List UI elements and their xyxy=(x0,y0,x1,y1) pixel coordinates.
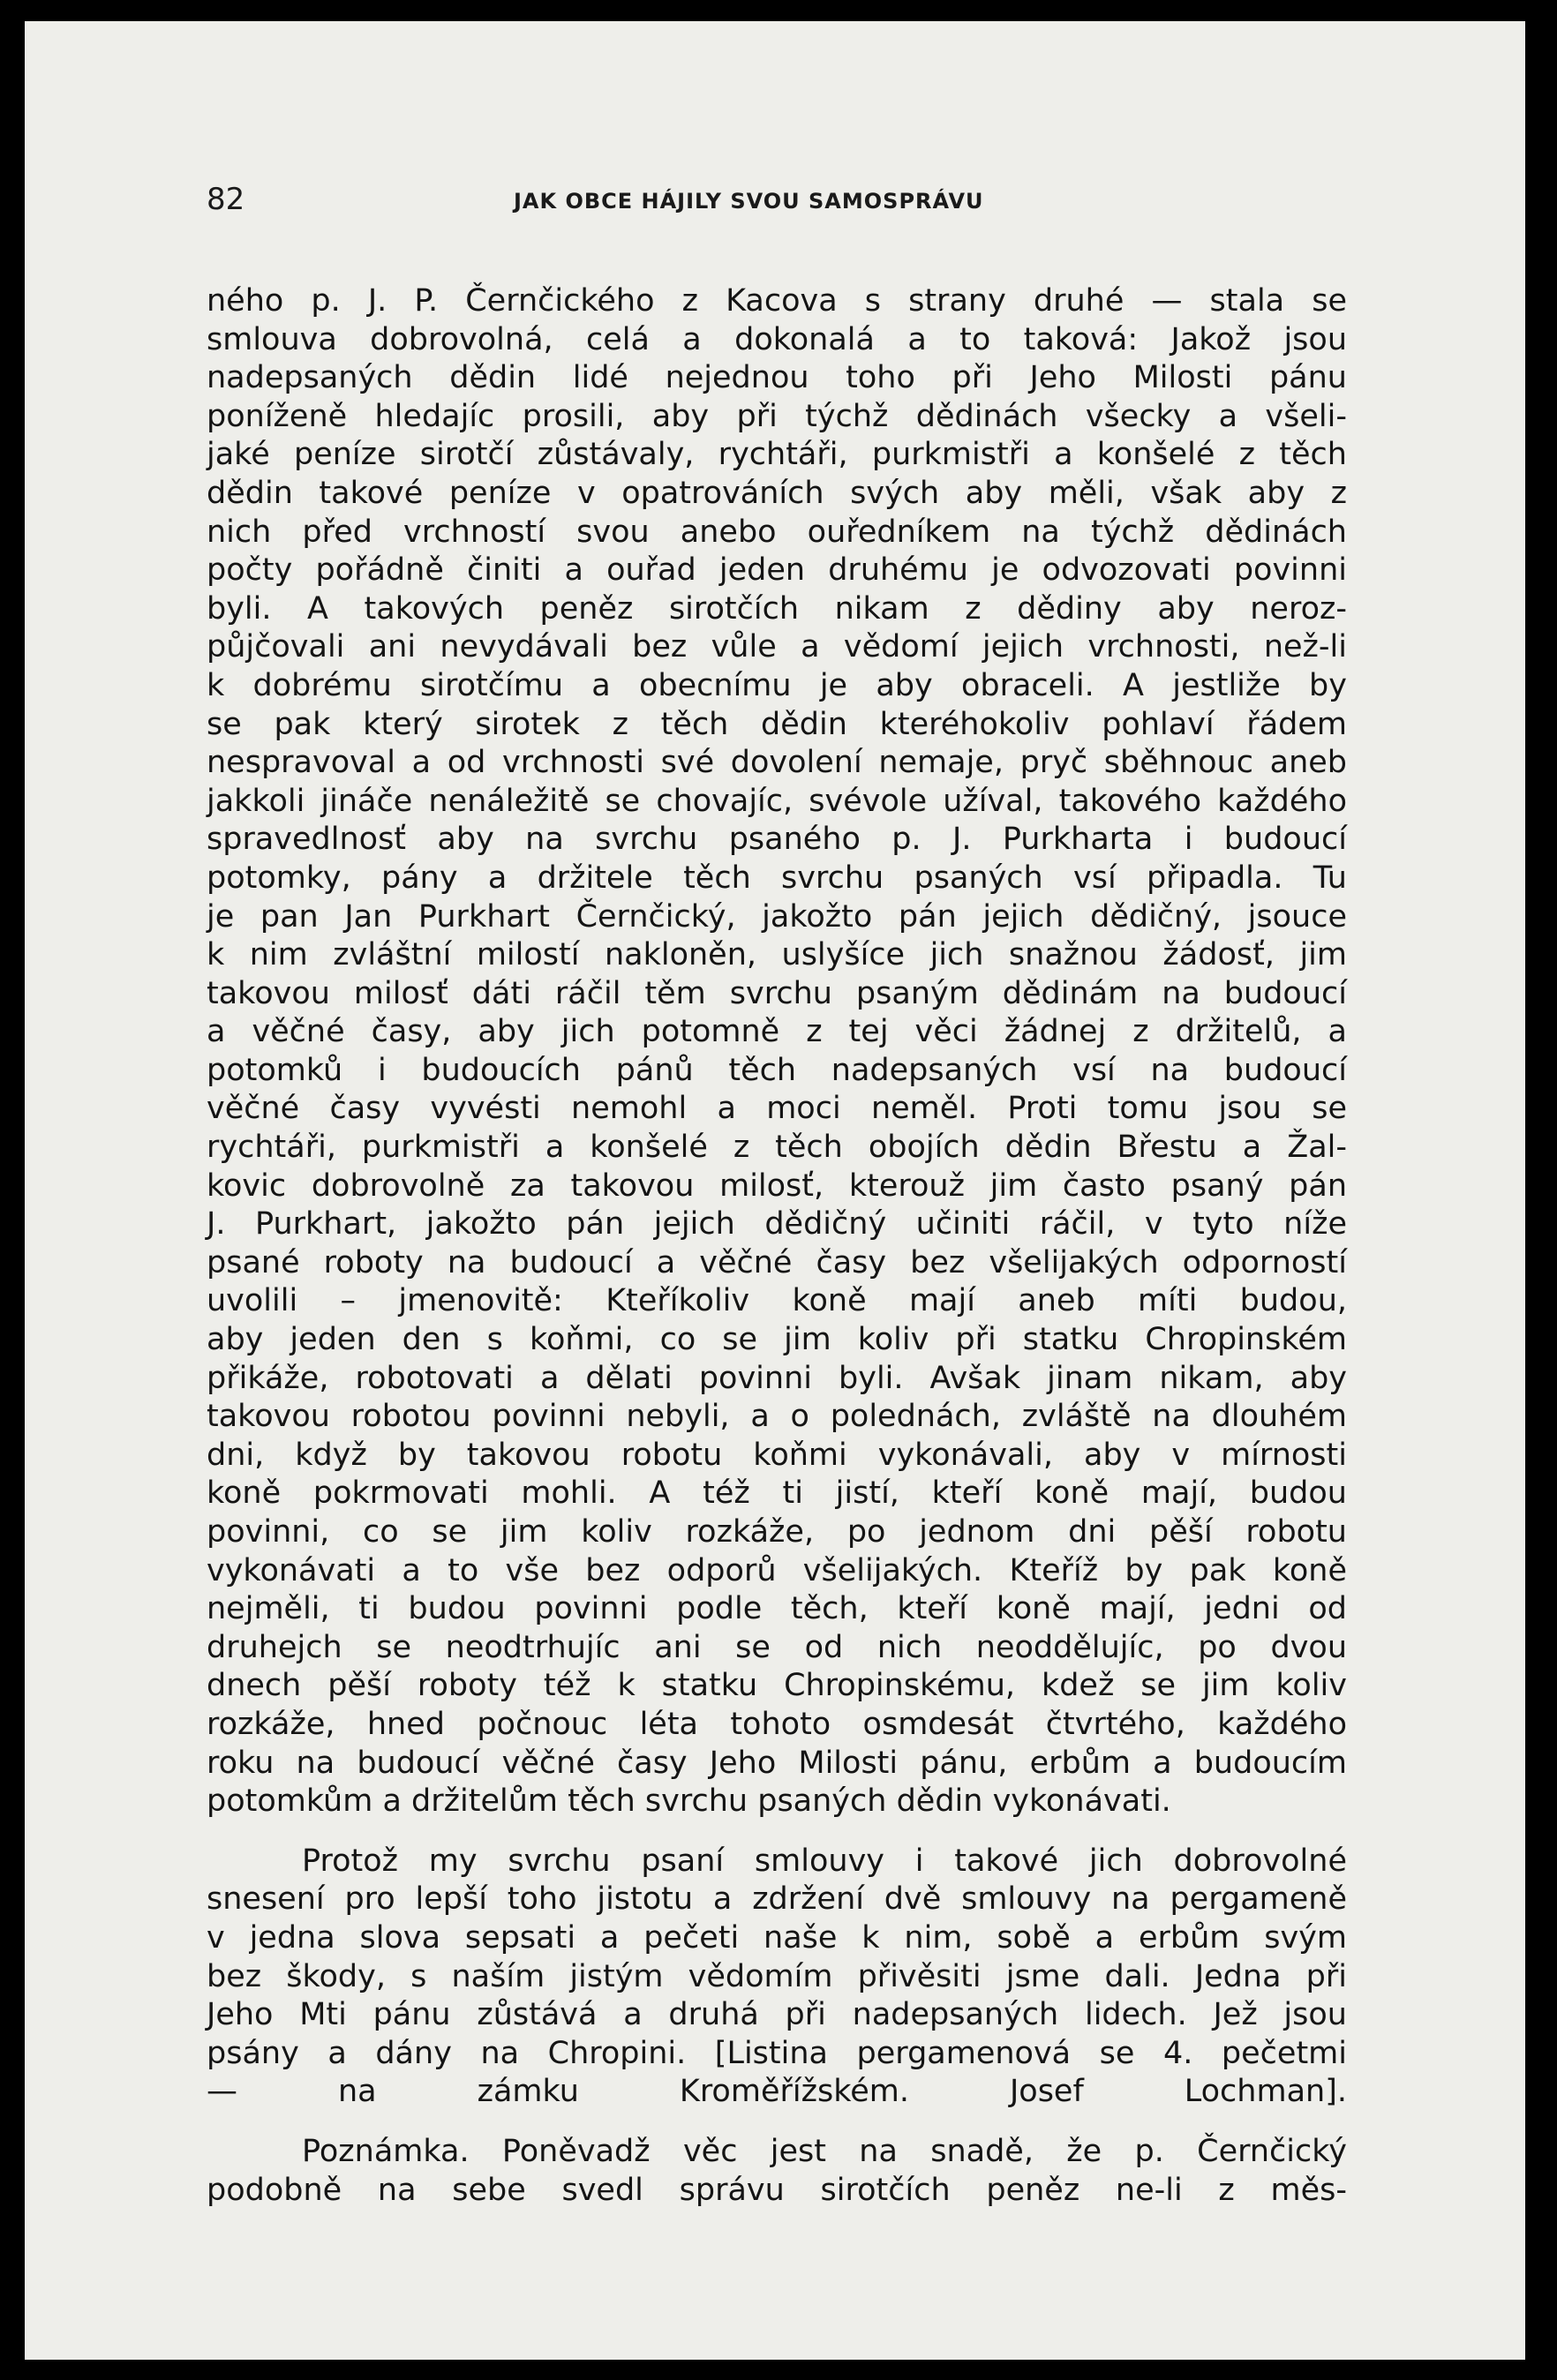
text-line: Protož my svrchu psaní smlouvy i takové jich dobrovolné xyxy=(302,1843,1347,1879)
text-line: povinni, co se jim koliv rozkáže, po jednom dni pěší robotu xyxy=(207,1514,1347,1550)
text-line: byli. A takových peněz sirotčích nikam z dědiny aby neroz- xyxy=(207,590,1347,627)
text-line: Jeho Mti pánu zůstává a druhá při nadepsaných lidech. Jež jsou xyxy=(207,1997,1347,2033)
text-line: dni, když by takovou robotu koňmi vykonávali, aby v mírnosti xyxy=(207,1437,1347,1473)
text-line: půjčovali ani nevydávali bez vůle a vědomí jejich vrchnosti, než-li xyxy=(207,629,1347,665)
text-line: takovou robotou povinni nebyli, a o polednách, zvláště na dlouhém xyxy=(207,1399,1347,1435)
page-number: 82 xyxy=(207,182,245,217)
paragraph-contract xyxy=(207,282,1347,1821)
text-line: poníženě hledajíc prosili, aby při týchž dědinách všecky a všeli- xyxy=(207,398,1347,434)
text-line: k dobrému sirotčímu a obecnímu je aby obraceli. A jestliže by xyxy=(207,667,1347,703)
text-line: psané roboty na budoucí a věčné časy bez všelijakých odporností xyxy=(207,1244,1347,1280)
text-line: druhejch se neodtrhujíc ani se od nich neoddělujíc, po dvou xyxy=(207,1629,1347,1665)
text-line: vykonávati a to vše bez odporů všelijakých. Kteříž by pak koně xyxy=(207,1552,1347,1588)
text-line: k nim zvláštní milostí nakloněn, uslyšíce jich snažnou žádosť, jim xyxy=(207,937,1347,973)
text-line: roku na budoucí věčné časy Jeho Milosti pánu, erbům a budoucím xyxy=(207,1745,1347,1781)
text-line: — na zámku Kroměřížském. Josef Lochman]. xyxy=(207,2074,1347,2110)
text-line: podobně na sebe svedl správu sirotčích peněz ne-li z měs- xyxy=(207,2172,1347,2208)
text-line: a věčné časy, aby jich potomně z tej věci žádnej z držitelů, a xyxy=(207,1014,1347,1050)
text-line: potomky, pány a držitele těch svrchu psaných vsí připadla. Tu xyxy=(207,860,1347,896)
text-line: se pak který sirotek z těch dědin kteréhokoliv pohlaví řádem xyxy=(207,706,1347,742)
text-line: dědin takové peníze v opatrováních svých aby měli, však aby z xyxy=(207,475,1347,511)
text-line: je pan Jan Purkhart Černčický, jakožto pán jejich dědičný, jsouce xyxy=(207,898,1347,935)
text-line: věčné časy vyvésti nemohl a moci neměl. Proti tomu jsou se xyxy=(207,1091,1347,1127)
text-line: psány a dány na Chropini. [Listina pergamenová se 4. pečetmi xyxy=(207,2035,1347,2071)
text-line: počty pořádně činiti a ouřad jeden druhému je odvozovati povinni xyxy=(207,552,1347,589)
text-line: přikáže, robotovati a dělati povinni byli. Avšak jinam nikam, aby xyxy=(207,1360,1347,1396)
text-line: nadepsaných dědin lidé nejednou toho při Jeho Milosti pánu xyxy=(207,360,1347,396)
paragraph-sealing xyxy=(207,1843,1347,2112)
paragraph-gap xyxy=(207,2112,1347,2133)
text-line: uvolili – jmenovitě: Kteříkoliv koně mají aneb míti budou, xyxy=(207,1283,1347,1319)
text-line: J. Purkhart, jakožto pán jejich dědičný učiniti ráčil, v tyto níže xyxy=(207,1206,1347,1243)
text-line: rozkáže, hned počnouc léta tohoto osmdesát čtvrtého, každého xyxy=(207,1706,1347,1742)
body-text xyxy=(207,282,1347,2210)
paragraph-note xyxy=(207,2133,1347,2210)
text-line: takovou milosť dáti ráčil těm svrchu psaným dědinám na budoucí xyxy=(207,975,1347,1011)
text-line: Poznámka. Poněvadž věc jest na snadě, že p. Černčický xyxy=(302,2133,1347,2169)
text-line: potomkům a držitelům těch svrchu psaných dědin vykonávati. xyxy=(207,1783,1171,1820)
text-line: v jedna slova sepsati a pečeti naše k nim, sobě a erbům svým xyxy=(207,1919,1347,1956)
text-line: smlouva dobrovolná, celá a dokonalá a to taková: Jakož jsou xyxy=(207,321,1347,357)
text-line: ného p. J. P. Černčického z Kacova s strany druhé — stala se xyxy=(207,283,1347,319)
text-line: nespravoval a od vrchnosti své dovolení nemaje, pryč sběhnouc aneb xyxy=(207,745,1347,781)
text-line: kovic dobrovolně za takovou milosť, kterouž jim často psaný pán xyxy=(207,1167,1347,1204)
text-line: rychtáři, purkmistři a konšelé z těch obojích dědin Břestu a Žal- xyxy=(207,1130,1347,1166)
paragraph-gap xyxy=(207,1821,1347,1843)
text-line: jakkoli jináče nenáležitě se chovajíc, svévole užíval, takového každého xyxy=(207,783,1347,819)
text-line: snesení pro lepší toho jistotu a zdržení dvě smlouvy na pergameně xyxy=(207,1881,1347,1918)
text-line: bez škody, s naším jistým vědomím přivěsiti jsme dali. Jedna při xyxy=(207,1958,1347,1994)
book-page xyxy=(25,21,1525,2360)
page-header xyxy=(207,168,1124,221)
text-line: koně pokrmovati mohli. A též ti jistí, kteří koně mají, budou xyxy=(207,1475,1347,1512)
running-title: JAK OBCE HÁJILY SVOU SAMOSPRÁVU xyxy=(514,189,984,214)
text-line: spravedlnosť aby na svrchu psaného p. J. Purkharta i budoucí xyxy=(207,822,1347,858)
text-line: nich před vrchností svou anebo ouředníkem na týchž dědinách xyxy=(207,514,1347,550)
text-line: nejměli, ti budou povinni podle těch, kteří koně mají, jedni od xyxy=(207,1591,1347,1627)
text-line: jaké peníze sirotčí zůstávaly, rychtáři, purkmistři a konšelé z těch xyxy=(207,437,1347,473)
text-line: dnech pěší roboty též k statku Chropinskému, kdež se jim koliv xyxy=(207,1668,1347,1704)
text-line: aby jeden den s koňmi, co se jim koliv při statku Chropinském xyxy=(207,1322,1347,1358)
text-line: potomků i budoucích pánů těch nadepsaných vsí na budoucí xyxy=(207,1052,1347,1088)
